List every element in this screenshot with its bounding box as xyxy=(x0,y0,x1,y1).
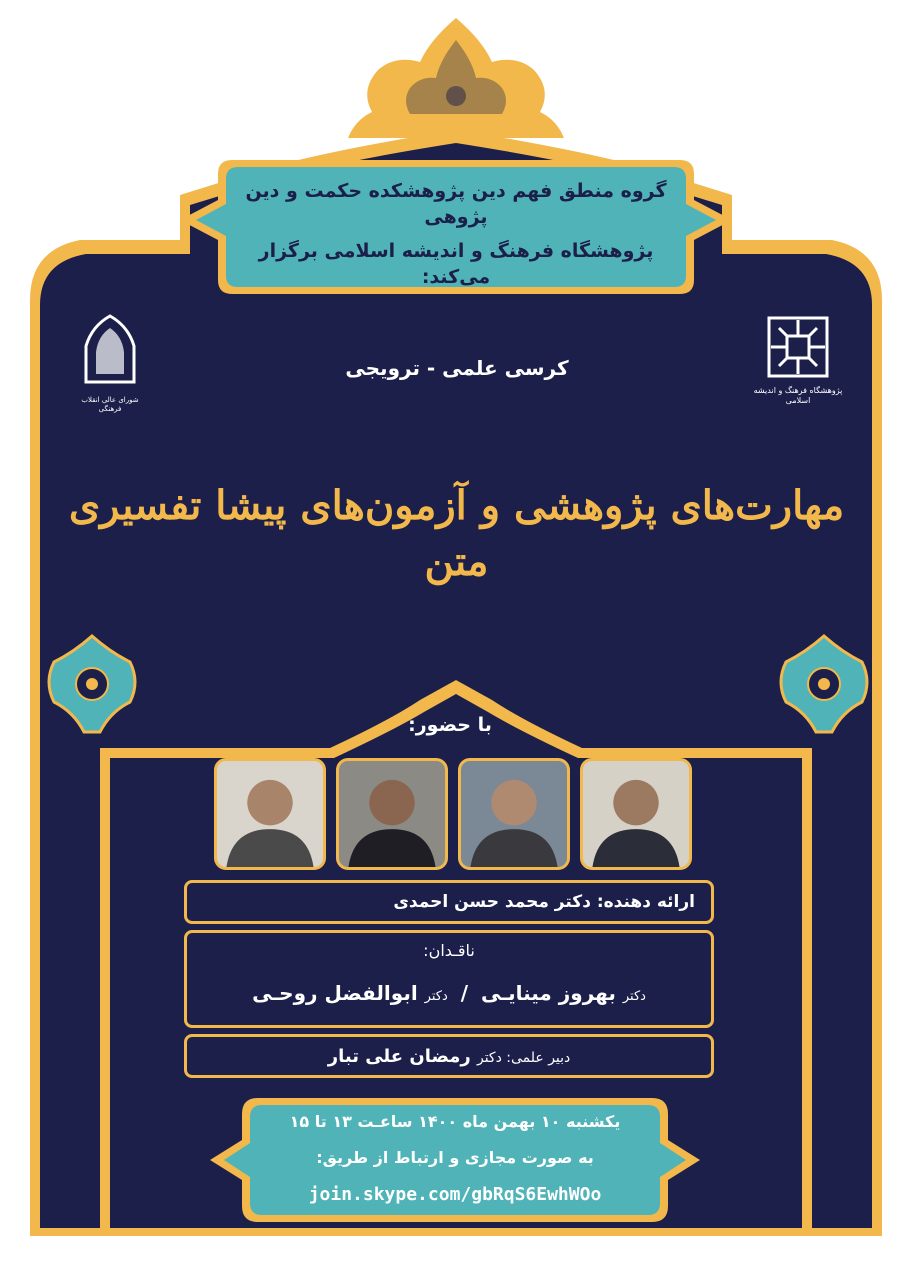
event-date: یکشنبه ۱۰ بهمن ماه ۱۴۰۰ ساعـت ۱۳ تا ۱۵ xyxy=(289,1112,621,1131)
event-mode: به صورت مجازی و ارتباط از طریق: xyxy=(316,1148,594,1167)
institute-logo-icon xyxy=(763,312,833,382)
speaker-photo xyxy=(214,758,326,870)
secretary-prefix: دبیر علمی: دکتر xyxy=(476,1050,571,1066)
critic-separator: / xyxy=(460,981,469,1005)
critics-line xyxy=(187,981,711,1005)
organizer-line-1: گروه منطق فهم دین پژوهشکده حکمت و دین پژوهی xyxy=(245,180,667,228)
council-logo-caption: شورای عالی انقلاب فرهنگی xyxy=(81,396,139,413)
organizer-line-2: پژوهشگاه فرهنگ و اندیشه اسلامی برگزار می‌کند: xyxy=(258,240,654,288)
critic-name: ابوالفضل روحـی xyxy=(252,981,418,1005)
crown-ornament-icon xyxy=(348,18,564,138)
event-title: مهارت‌های پژوهشی و آزمون‌های پیشا تفسیری متن xyxy=(68,482,845,585)
critics-label: ناقـدان: xyxy=(423,941,475,960)
person-silhouette-icon xyxy=(583,761,689,867)
speaker-photo xyxy=(336,758,448,870)
critics-bar xyxy=(184,930,714,1028)
secretary-name: رمضان علی تبار xyxy=(327,1046,471,1067)
council-logo xyxy=(74,312,146,422)
critic-prefix: دکتر xyxy=(622,989,646,1004)
secretary-bar xyxy=(184,1034,714,1078)
institute-logo-caption: پژوهشگاه فرهنگ و اندیشه اسلامی xyxy=(753,386,843,405)
speaker-photo xyxy=(458,758,570,870)
presenter-text: ارائه دهنده: دکتر محمد حسن احمدی xyxy=(393,892,695,912)
attendees-label: با حضور: xyxy=(408,714,492,736)
critic-prefix: دکتر xyxy=(424,989,448,1004)
person-silhouette-icon xyxy=(461,761,567,867)
person-silhouette-icon xyxy=(339,761,445,867)
critic-name: بهروز مینایـی xyxy=(481,981,616,1005)
right-floral-ornament-icon xyxy=(772,632,876,742)
skype-link[interactable]: join.skype.com/gbRqS6EwhWOo xyxy=(308,1184,602,1205)
institute-logo xyxy=(752,312,844,412)
presenter-bar xyxy=(184,880,714,924)
council-logo-icon xyxy=(80,312,140,392)
speaker-photo xyxy=(580,758,692,870)
person-silhouette-icon xyxy=(217,761,323,867)
left-floral-ornament-icon xyxy=(40,632,144,742)
event-kind: کرسی علمی - ترویجی xyxy=(345,356,569,380)
secretary-line xyxy=(187,1046,711,1067)
